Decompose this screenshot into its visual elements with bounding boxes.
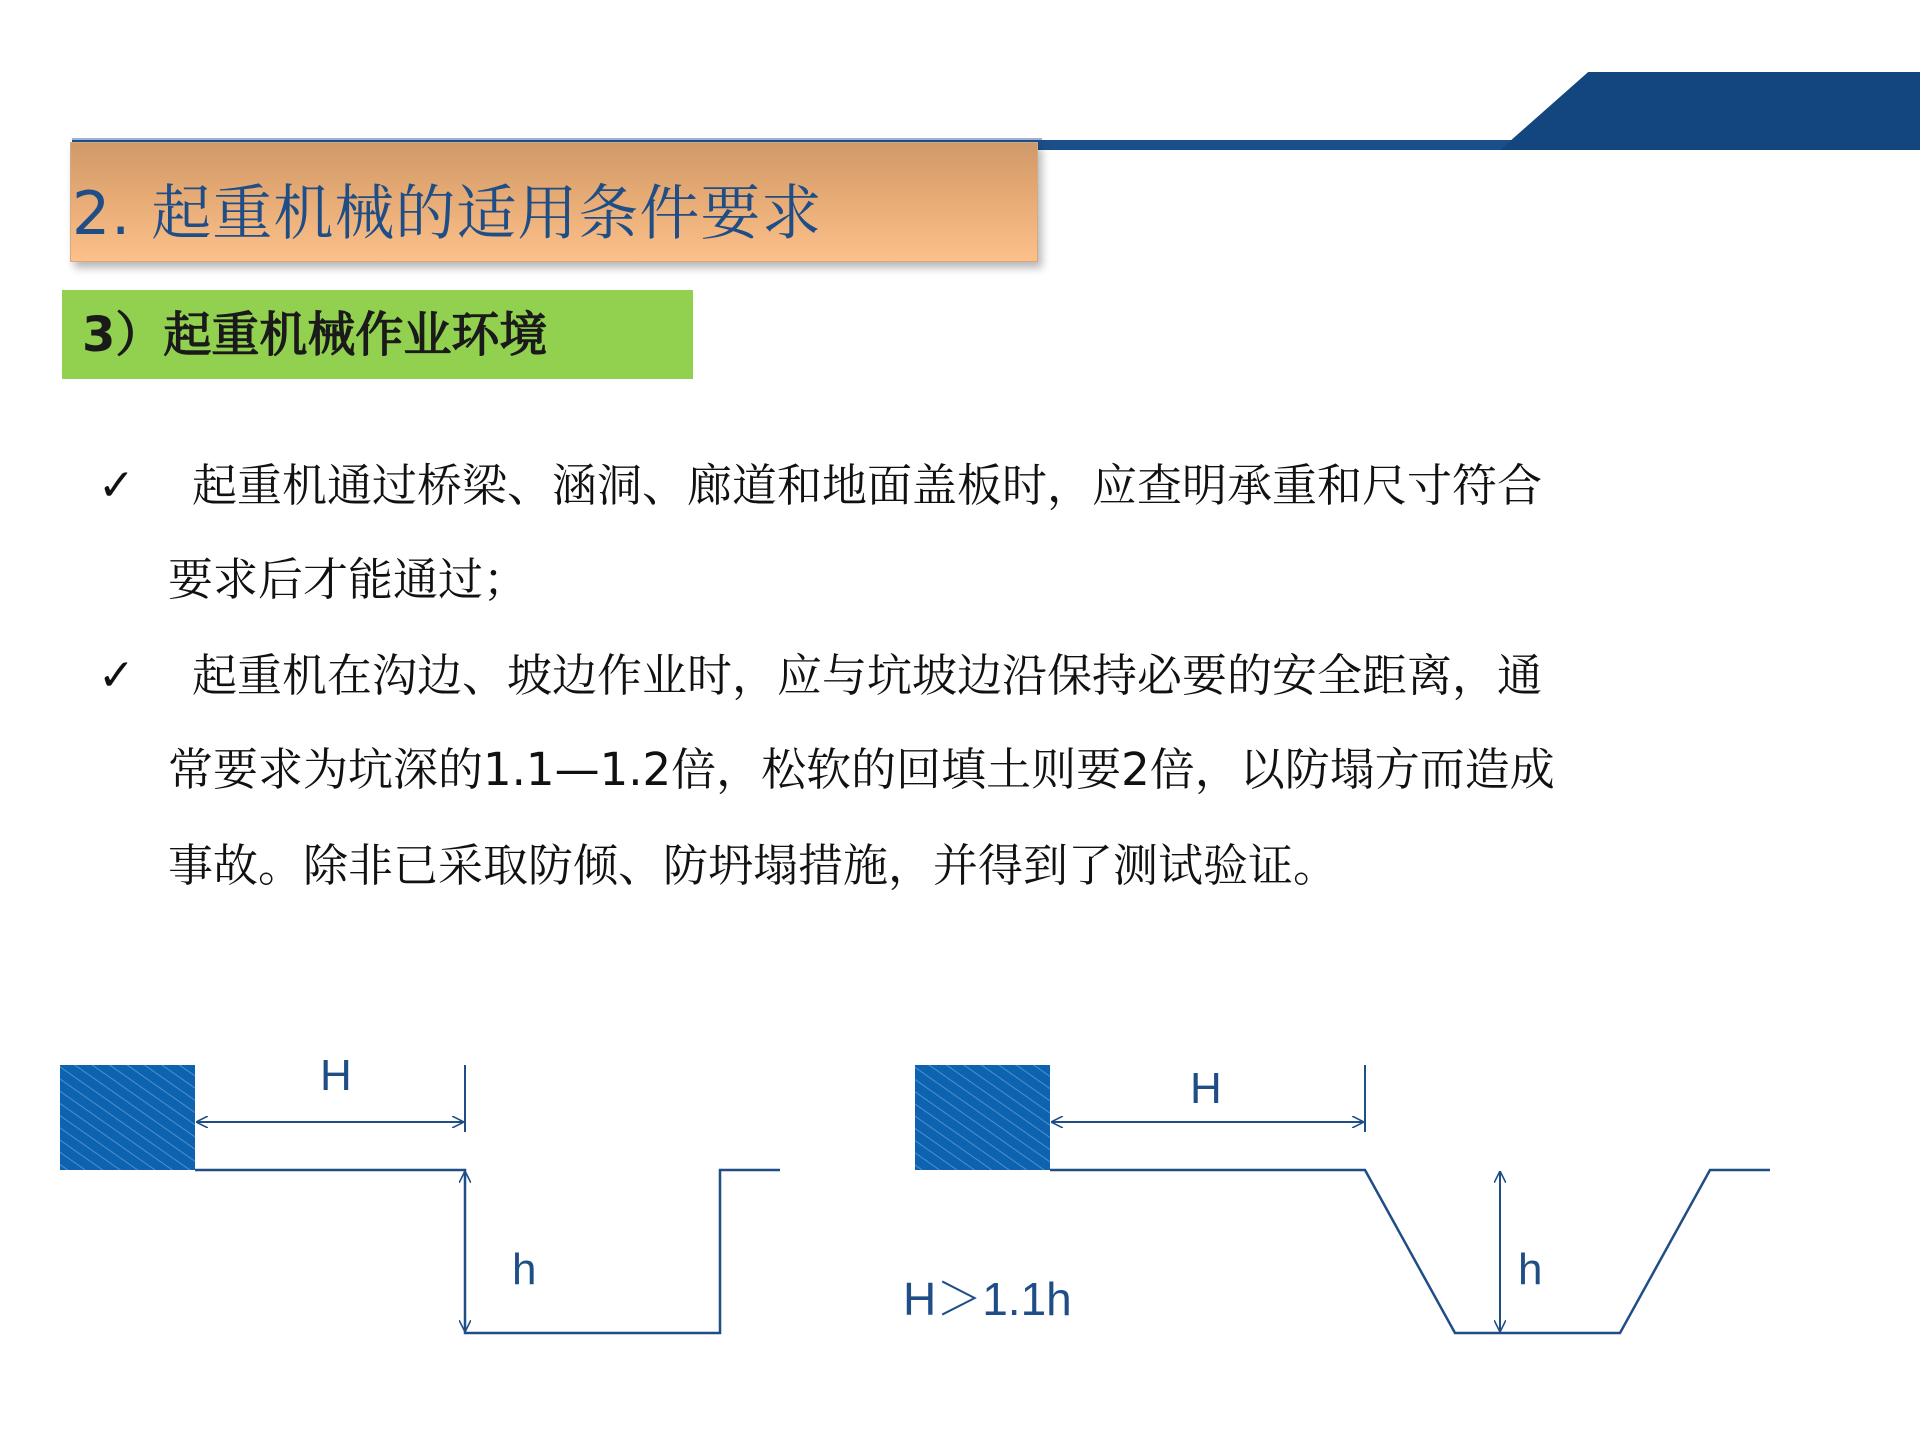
bullet-2-line-3: 事故。除非已采取防倾、防坍塌措施，并得到了测试验证。 bbox=[168, 839, 1339, 892]
bullet-1-line-1: 起重机通过桥梁、涵洞、廊道和地面盖板时，应查明承重和尺寸符合 bbox=[192, 459, 1543, 512]
label-H-right: H bbox=[1190, 1064, 1222, 1113]
section-subtitle: 3）起重机械作业环境 bbox=[82, 307, 548, 363]
label-h-right: h bbox=[1518, 1245, 1543, 1294]
condition-label: H＞1.1h bbox=[903, 1273, 1072, 1325]
vertical-pit-diagram bbox=[60, 1051, 780, 1333]
pit-profile-sloped bbox=[1050, 1170, 1770, 1333]
crane-block-left bbox=[60, 1065, 195, 1170]
pit-profile-vertical bbox=[195, 1170, 780, 1333]
crane-block-right bbox=[915, 1065, 1050, 1170]
checkmark-icon: ✓ bbox=[98, 650, 135, 701]
bullet-1-line-2: 要求后才能通过； bbox=[168, 553, 529, 606]
label-H-left: H bbox=[320, 1051, 352, 1100]
bullet-2-line-2: 常要求为坑深的1.1—1.2倍，松软的回填土则要2倍，以防塌方而造成 bbox=[168, 743, 1555, 796]
checkmark-icon: ✓ bbox=[98, 460, 135, 511]
bullet-2-line-1: 起重机在沟边、坡边作业时，应与坑坡边沿保持必要的安全距离，通 bbox=[192, 649, 1543, 702]
label-h-left: h bbox=[512, 1245, 537, 1294]
page-title: 2. 起重机械的适用条件要求 bbox=[72, 179, 823, 249]
